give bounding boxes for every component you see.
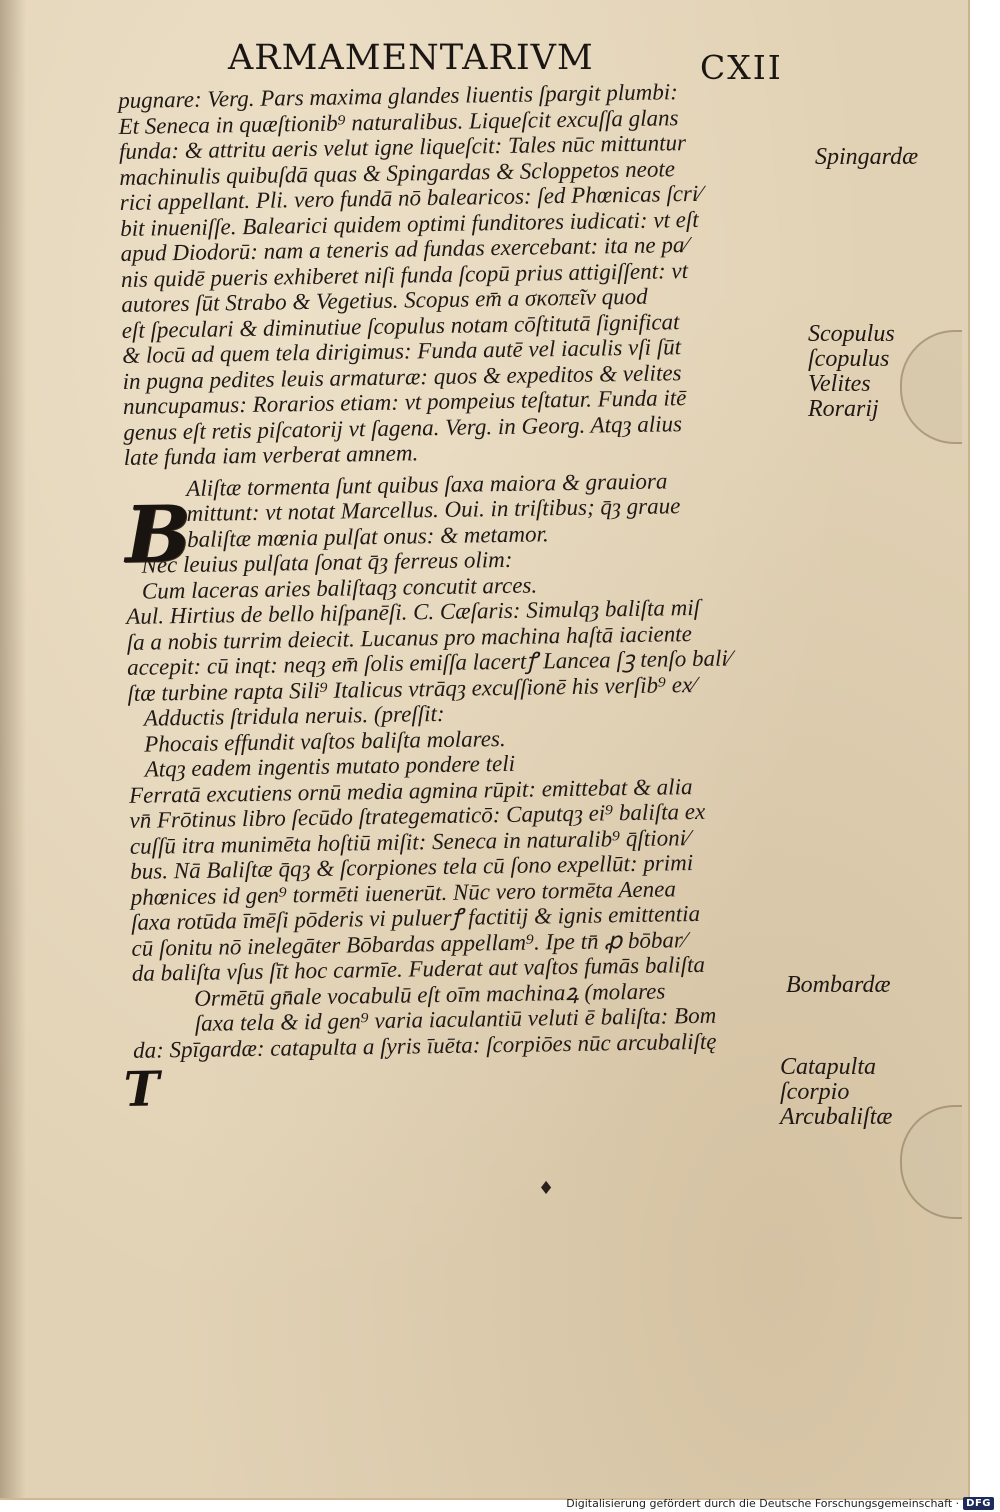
marginal-note-bombardae: Bombardæ: [786, 972, 891, 998]
text-line: machinulis quibuſdā quas & Spingardas & Scloppetos neote: [119, 155, 676, 190]
text-line: phœnices id gen⁹ tormēti iuenerūt. Nūc vero tormēta Aenea: [130, 875, 677, 910]
text-line: da baliſta vſus ſīt hoc carmīe. Fuderat aut vaſtos fumās baliſta: [131, 951, 706, 986]
text-line: Cum laceras aries baliſtaqȝ concutit arces.: [141, 571, 538, 604]
text-line: funda: & attritu aeris velut igne liqueſcit: Tales nūc mittuntur: [118, 130, 687, 164]
text-line: genus eſt retis piſcatorij vt ſagena. Verg. in Georg. Atqȝ alius: [123, 410, 683, 445]
text-line: eſt ſpeculari & diminutiue ſcopulus notam cōſtitutā ſignificat: [121, 308, 680, 343]
folio-number: CXII: [700, 48, 783, 87]
text-line: Aliſtæ tormenta ſunt quibus ſaxa maiora & grauiora: [186, 467, 668, 501]
binding-shadow: [0, 0, 26, 1498]
text-line: mittunt: vt notat Marcellus. Oui. in triſtibus; q̄ȝ graue: [186, 493, 681, 526]
marginal-note-line: Catapulta: [780, 1054, 877, 1080]
text-line: accepit: cū inqt: neqȝ em̄ ſolis emiſſa lacertꝭ Lancea ſꝫ tenſo bali⁄: [126, 645, 732, 680]
text-line: baliſtæ mœnia pulſat onus: & metamor.: [186, 520, 549, 552]
marginal-note-line: Velites: [808, 371, 871, 397]
marginal-note-line: Arcubaliſtæ: [780, 1104, 893, 1130]
text-line: Et Seneca in quæſtionib⁹ naturalibus. Liqueſcit excuſſa glans: [118, 104, 679, 139]
paragraph-funda: [118, 77, 814, 470]
marginal-note-catapulta-group: [780, 1055, 892, 1130]
text-line: Ferratā excutiens ornū media agmina rūpit: emittebat & alia: [128, 773, 693, 808]
text-line: Phocais effundit vaſtos baliſta molares.: [144, 725, 506, 757]
text-line: ſa a nobis turrim deiecit. Lucanus pro machina haſtā iaciente: [126, 620, 692, 655]
paragraph-balistae: [124, 466, 815, 553]
text-line: Adductis ſtridula neruis. (preſſit:: [143, 700, 445, 731]
clasp-mark-bottom: [900, 1105, 962, 1219]
digitization-credit: [566, 1497, 994, 1510]
text-line: vn̄ Frōtinus libro ſecūdo ſtrategematicō: Caputqȝ ei⁹ baliſta ex: [129, 798, 706, 833]
body-text: [118, 77, 823, 1119]
marginal-note-line: ſcorpio: [780, 1079, 850, 1105]
marginal-note-line: ſcopulus: [808, 346, 890, 372]
text-line: ſaxa rotūda īmēſi pōderis vi puluerꝭ factitij & ignis emittentia: [130, 900, 701, 935]
text-line: late funda iam verberat amnem.: [123, 440, 419, 470]
running-head: ARMAMENTARIVM: [228, 38, 594, 78]
drop-cap-b: B: [124, 488, 192, 581]
paragraph-tormentum: [132, 976, 823, 1063]
text-line: cuſſū itra munimēta hoſtiū miſit: Seneca in naturalib⁹ q̄ſtioni⁄: [129, 824, 691, 859]
marginal-note-spingardae: Spingardæ: [815, 144, 919, 170]
marginal-note-line: Rorarij: [808, 396, 879, 422]
drop-cap-t: T: [123, 1061, 160, 1119]
text-line: bit inueniſſe. Balearici quidem optimi funditores iudicati: vt eſt: [120, 206, 699, 241]
text-line: autores ſūt Strabo & Vegetius. Scopus em̄ a σκοπεῖν quod: [121, 283, 648, 317]
credit-text: Digitalisierung gefördert durch die Deutsche Forschungsgemeinschaft ·: [566, 1497, 960, 1510]
text-line: Ormētū gn̄ale vocabulū eſt oīm machinaꝝ (molares: [194, 978, 666, 1011]
text-line: cū ſonitu nō inelegāter Bōbardas appellam⁹. Ipe tn̄ ꝓ bōbar⁄: [131, 926, 687, 961]
text-line: Nec leuius pulſata ſonat q̄ȝ ferreus olim:: [141, 546, 513, 578]
text-line: da: Spīgardæ: catapulta a ſyris īuēta: ſcorpiōes nūc arcubaliſtę: [132, 1028, 717, 1063]
marginal-note-scopulus-group: [808, 322, 895, 422]
text-line: nuncupamus: Rorarios etiam: vt pompeius teſtatur. Funda itē: [122, 385, 687, 419]
text-line: rici appellant. Pli. vero fundā nō balearicos: ſed Phœnicas ſcri⁄: [119, 180, 703, 215]
text-line: & locū ad quem tela dirigimus: Funda autē vel iaculis vſi ſūt: [122, 334, 682, 368]
dfg-logo-icon: DFG: [963, 1497, 994, 1510]
text-line: ſaxa tela & id gen⁹ varia iaculantiū veluti ē baliſta: Bom: [194, 1002, 717, 1036]
clasp-mark-top: [900, 330, 962, 444]
ornament-icon: ♦: [538, 1178, 555, 1199]
text-line: bus. Nā Baliſtæ q̄qȝ & ſcorpiones tela cū ſono expellūt: primi: [130, 850, 694, 884]
text-line: ſtæ turbine rapta Sili⁹ Italicus vtrāqȝ excuſſionē his verſib⁹ ex⁄: [127, 671, 697, 706]
text-line: apud Diodorū: nam a teneris ad fundas exercebant: ita ne pa⁄: [120, 232, 689, 266]
text-line: pugnare: Verg. Pars maxima glandes liuentis ſpargit plumbi:: [118, 79, 678, 113]
text-line: in pugna pedites leuis armaturæ: quos & expeditos & velites: [122, 359, 682, 394]
marginal-note-line: Scopulus: [808, 321, 895, 347]
text-line: Aul. Hirtius de bello hiſpanēſi. C. Cæſaris: Simulqȝ baliſta miſ: [126, 594, 701, 629]
paragraph-quotations: [125, 542, 822, 986]
text-line: nis quidē pueris exhiberet niſi funda ſcopū prius attigiſſent: vt: [120, 257, 689, 292]
text-line: Atqȝ eadem ingentis mutato pondere teli: [144, 750, 516, 782]
